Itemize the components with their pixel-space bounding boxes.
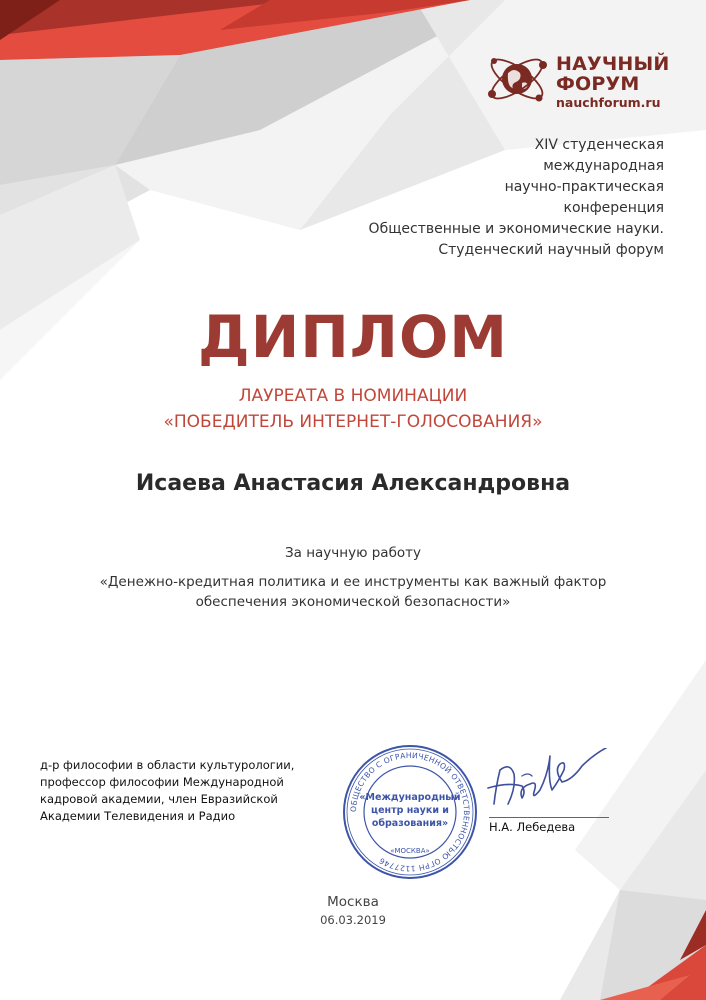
conference-line: научно-практическая: [504, 179, 664, 195]
stamp-inner-line: образования»: [371, 818, 449, 829]
signer-line: Академии Телевидения и Радио: [40, 809, 236, 823]
atom-globe-icon: [484, 46, 550, 112]
logo-title-line1: НАУЧНЫЙ: [556, 53, 670, 75]
conference-line: Студенческий научный форум: [438, 242, 664, 258]
stamp-inner-line: центр науки и: [371, 805, 449, 816]
work-title-line: «Денежно-кредитная политика и ее инструменты как важный фактор: [99, 574, 607, 590]
logo-title-line2: ФОРУМ: [556, 73, 640, 95]
stamp-city: «МОСКВА»: [390, 847, 430, 855]
work-title-line: обеспечения экономической безопасности»: [195, 594, 511, 610]
work-intro: За научную работу: [284, 545, 422, 561]
logo-url: nauchforum.ru: [556, 95, 661, 110]
conference-info: [369, 135, 664, 261]
stamp-outer-text: ОБЩЕСТВО С ОГРАНИЧЕННОЙ ОТВЕТСТВЕННОСТЬЮ ОГРН 1127746: [348, 750, 472, 874]
signer-credentials: [40, 757, 360, 825]
signer-line: д-р философии в области культурологии,: [40, 758, 295, 772]
signer-name: Н.А. Лебедева: [489, 820, 576, 834]
diploma-title: ДИПЛОМ: [198, 303, 508, 371]
nomination-line: «ПОБЕДИТЕЛЬ ИНТЕРНЕТ-ГОЛОСОВАНИЯ»: [163, 412, 543, 432]
logo-title: [556, 54, 670, 94]
signer-line: профессор философии Международной: [40, 775, 284, 789]
nomination-line: ЛАУРЕАТА В НОМИНАЦИИ: [238, 386, 468, 406]
conference-line: XIV студенческая: [534, 137, 664, 153]
signature-line: [489, 817, 609, 818]
recipient-name: Исаева Анастасия Александровна: [135, 471, 571, 496]
handwritten-signature: [478, 748, 648, 818]
stamp-inner-line: «Международный: [359, 792, 461, 803]
issue-date: 06.03.2019: [320, 913, 386, 927]
issue-city: Москва: [327, 894, 379, 910]
signer-line: кадровой академии, член Евразийской: [40, 792, 278, 806]
conference-line: Общественные и экономические науки.: [368, 221, 664, 237]
conference-line: международная: [543, 158, 664, 174]
nauchny-forum-logo: [484, 46, 674, 116]
conference-line: конференция: [563, 200, 664, 216]
nomination: [0, 383, 706, 435]
work-description: [0, 543, 706, 612]
official-stamp: [340, 742, 480, 882]
